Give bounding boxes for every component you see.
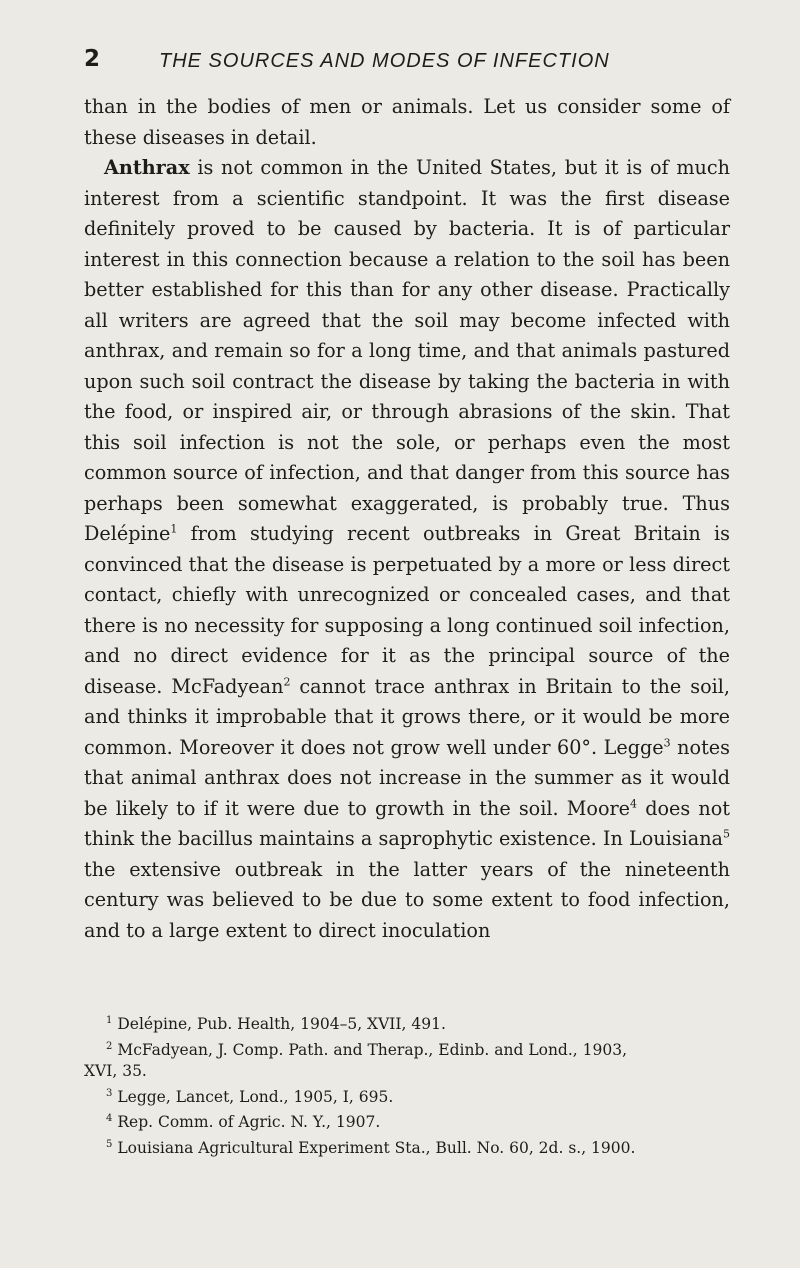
footnote-3: $^3$ Legge, Lancet, Lond., 1905, I, 695. [106,1087,394,1106]
anthrax-term: Anthrax [104,156,190,179]
footnote-ref-3[interactable]: 3 [663,736,671,750]
footnote-1: $^1$ Delépine, Pub. Health, 1904–5, XVII, 491. [106,1015,446,1034]
footnote-4: $^4$ Rep. Comm. of Agric. N. Y., 1907. [106,1113,381,1132]
footnote-2: $^2$ McFadyean, J. Comp. Path. and Therap., Edinb. and Lond., 1903, [106,1040,627,1059]
paragraph-2: Anthrax is not common in the United States, but it is of much interest from a scientific standpoint. It was the first disease definitely proved to be caused by bacteria. It is of particular interest in this connection because a relation to the soil has been better established for this than for any other disease. Practically all writers are agreed that the soil may become infected with anthrax, and remain so for a long time, and that animals pastured upon such soil contract the disease by taking the bacteria in with the food, or inspired air, or through abrasions of the skin. That this soil infection is not the sole, or perhaps even the most common source of infection, and that danger from this source has perhaps been somewhat exaggerated, is probably true. Thus Delépine$^1$ from studying recent outbreaks in Great Britain is convinced that the disease is perpetuated by a more or less direct contact, chiefly with unrecognized or concealed cases, and that there is no necessity for supposing a long continued soil infection, and no direct evidence for it as the principal source of the disease. McFadyean$^2$ cannot trace anthrax in Britain to the soil, and thinks it improbable that it grows there, or it would be more common. Moreover it does not grow well under 60°. Legge$^3$ notes that animal anthrax does not increase in the summer as it would be likely to if it were due to growth in the soil. Moore$^4$ does not think the bacillus maintains a saprophytic existence. In Louisiana$^5$ the extensive outbreak in the latter years of the nineteenth century was believed to be due to some extent to food infection, and to a large extent to direct inoculation [84,156,731,942]
footnote-2-continued: XVI, 35. [84,1062,147,1081]
footnote-ref-5[interactable]: 5 [723,827,730,841]
footnote-ref-1[interactable]: 1 [170,522,178,536]
footnotes [84,1010,730,1160]
footnote-5: $^5$ Louisiana Agricultural Experiment Sta., Bull. No. 60, 2d. s., 1900. [106,1139,636,1158]
running-title: THE SOURCES AND MODES OF INFECTION [159,50,610,72]
body-text [84,92,730,946]
page-header [84,46,744,80]
paragraph-1: than in the bodies of men or animals. Let us consider some of these diseases in detail. [84,95,730,149]
footnote-ref-2[interactable]: 2 [283,675,291,689]
page-number: 2 [84,46,101,72]
footnote-ref-4[interactable]: 4 [630,797,638,811]
